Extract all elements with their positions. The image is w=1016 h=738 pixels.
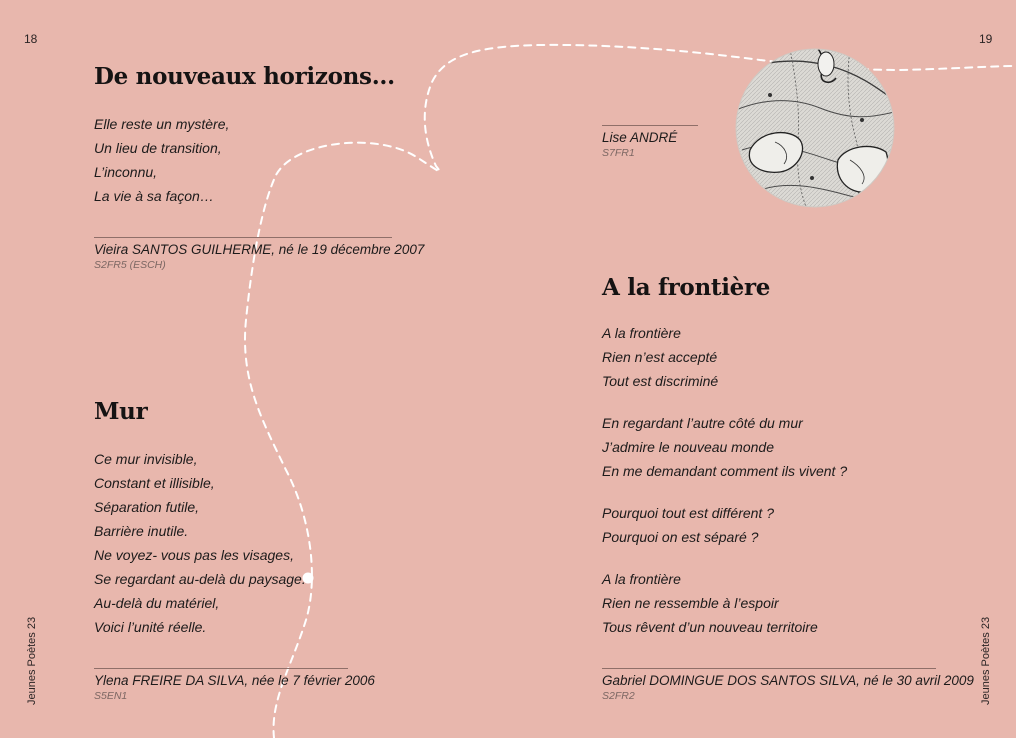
poem-body	[94, 112, 229, 226]
poem-stanza	[602, 501, 847, 549]
author-name: Ylena FREIRE DA SILVA, née le 7 février 2006	[94, 673, 375, 688]
poem-line: Voici l’unité réelle.	[94, 619, 207, 635]
poem-body	[602, 321, 847, 657]
poem-line: Constant et illisible,	[94, 475, 215, 491]
poem-line: Elle reste un mystère,	[94, 116, 230, 132]
poem-line: L’inconnu,	[94, 164, 158, 180]
poem-stanza	[94, 112, 229, 208]
poem-credit	[602, 668, 974, 703]
poem-line: Pourquoi tout est différent ?	[602, 505, 774, 521]
poem-line: Tous rêvent d’un nouveau territoire	[602, 619, 818, 635]
side-label-right: Jeunes Poètes 23	[980, 616, 992, 705]
class-code: S5EN1	[94, 690, 128, 702]
author-name: Lise ANDRÉ	[602, 130, 678, 145]
page-number-left: 18	[24, 32, 38, 46]
poem-line: Un lieu de transition,	[94, 140, 222, 156]
poem-line: A la frontière	[602, 571, 681, 587]
poem-credit	[94, 668, 375, 703]
poem-line: La vie à sa façon…	[94, 188, 214, 204]
poem-line: Pourquoi on est séparé ?	[602, 529, 759, 545]
poem-line: Barrière inutile.	[94, 523, 189, 539]
poem-line: Ne voyez- vous pas les visages,	[94, 547, 294, 563]
poem-stanza	[94, 447, 306, 639]
poem-credit	[94, 237, 425, 272]
poem-body	[94, 447, 306, 657]
poem-line: Se regardant au-delà du paysage.	[94, 571, 306, 587]
poem-line: Tout est discriminé	[602, 373, 719, 389]
class-code: S7FR1	[602, 147, 635, 159]
poem-credit	[602, 125, 698, 160]
poem-stanza	[602, 411, 847, 483]
author-name: Gabriel DOMINGUE DOS SANTOS SILVA, né le 30 avril 2009	[602, 673, 974, 688]
poem-line: J’admire le nouveau monde	[602, 439, 774, 455]
side-label-left: Jeunes Poètes 23	[26, 616, 38, 705]
poem-title: De nouveaux horizons...	[94, 63, 395, 90]
page-number-right: 19	[979, 32, 993, 46]
poem-line: Rien n’est accepté	[602, 349, 718, 365]
poem-title: A la frontière	[602, 274, 771, 301]
class-code: S2FR5 (ESCH)	[94, 259, 166, 271]
poem-stanza	[602, 567, 847, 639]
poem-line: A la frontière	[602, 325, 681, 341]
poem-line: Rien ne ressemble à l’espoir	[602, 595, 779, 611]
author-name: Vieira SANTOS GUILHERME, né le 19 décembre 2007	[94, 242, 425, 257]
poem-line: Au-delà du matériel,	[94, 595, 220, 611]
poem-line: Ce mur invisible,	[94, 451, 198, 467]
poem-line: Séparation futile,	[94, 499, 200, 515]
class-code: S2FR2	[602, 690, 635, 702]
vintage-map-icon	[736, 40, 894, 207]
poem-line: En me demandant comment ils vivent ?	[602, 463, 848, 479]
poem-line: En regardant l’autre côté du mur	[602, 415, 803, 431]
poem-stanza	[602, 321, 847, 393]
poem-title: Mur	[94, 398, 148, 425]
